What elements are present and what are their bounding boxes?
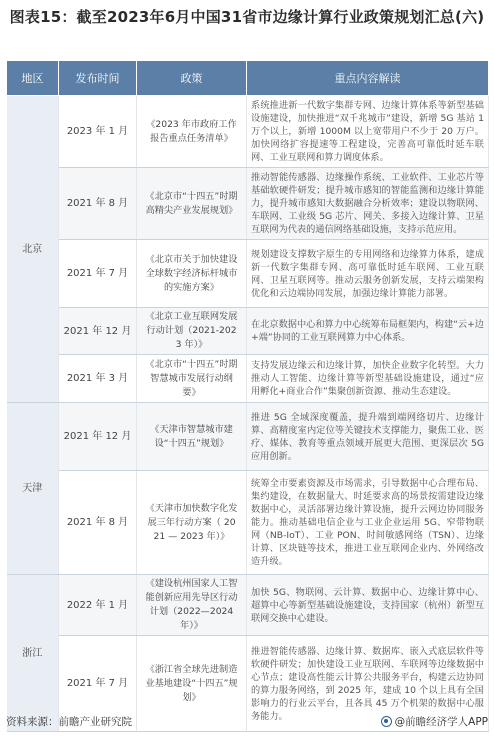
table-row — [7, 168, 489, 240]
table-row — [7, 240, 489, 308]
content-cell: 在北京数据中心和算力中心统筹布局框架内，构建“云+边+端”协同的工业互联网算力中心体系。 — [247, 308, 489, 355]
content-cell: 推动智能传感器、边缘操作系统、工业软件、工业芯片等基础软硬件研发；提升城市感知的智能监测和边缘计算能力，提升城市感知大数据融合分析效率；建设以物联网、车联网、工业级 5G 芯片、网关、多接入边缘计算、卫星互联网为代表的通信网络基础设施，支持示范应用。 — [247, 168, 489, 240]
region-cell-beijing: 北京 — [7, 96, 59, 403]
table-row — [7, 96, 489, 168]
content-cell: 规划建设支撑数字原生的专用网络和边缘算力体系，建成新一代数字集群专网、高可靠低时延车联网、工业互联网、卫星互联网等。推动云服务创新发展，支持云端架构优化和云边端协同发展，加强边缘计算能力部署。 — [247, 240, 489, 308]
date-cell: 2021 年 7 月 — [59, 240, 137, 308]
brand-text: @前瞻经济学人APP — [394, 716, 488, 728]
date-cell: 2021 年 12 月 — [59, 308, 137, 355]
policy-cell: 《北京市“十四五”时期智慧城市发展行动纲要》 — [137, 355, 247, 403]
footer — [6, 712, 488, 732]
page-title: 图表15：截至2023年6月中国31省市边缘计算行业政策规划汇总(六) — [9, 8, 485, 26]
header-content: 重点内容解读 — [247, 61, 489, 96]
table-row — [7, 403, 489, 471]
policy-cell: 《浙江省全球先进制造业基地建设“十四五”规划》 — [137, 636, 247, 732]
policy-cell: 《2023 年市政府工作报告重点任务清单》 — [137, 96, 247, 168]
content-cell: 加快 5G、物联网、云计算、数据中心、边缘计算中心、超算中心等新型基础设施建设，支持国家（杭州）新型互联网交换中心建设。 — [247, 575, 489, 636]
policy-table — [6, 60, 489, 732]
content-cell: 系统推进新一代数字集群专网、边缘计算体系等新型基础设施建设，加快推进“双千兆城市”建设，新增 5G 基站 1 万个以上，新增 1000M 以上宽带用户不少于 20 万户。加快网络扩容提速等工程建设，完善高可靠低时延车联网、工业互联网和算力调度体系。 — [247, 96, 489, 168]
brand-credit — [381, 714, 488, 729]
date-cell: 2021 年 3 月 — [59, 355, 137, 403]
content-cell: 支持发展边缘云和边缘计算，加快企业数字化转型。大力推动人工智能、边缘计算等新型基础设施建设，通过“应用孵化+商业合作”集聚创新资源、推动生态建设。 — [247, 355, 489, 403]
policy-cell: 《北京市关于加快建设全球数字经济标杆城市的实施方案》 — [137, 240, 247, 308]
date-cell: 2021 年 8 月 — [59, 168, 137, 240]
table-row — [7, 355, 489, 403]
date-cell: 2021 年 12 月 — [59, 403, 137, 471]
region-cell-zhejiang: 浙江 — [7, 575, 59, 732]
header-region: 地区 — [7, 61, 59, 96]
qianzhan-logo-icon — [381, 716, 392, 727]
date-cell: 2021 年 7 月 — [59, 636, 137, 732]
table-row — [7, 575, 489, 636]
table-header-row — [7, 61, 489, 96]
date-cell: 2023 年 1 月 — [59, 96, 137, 168]
policy-cell: 《北京市“十四五”时期高精尖产业发展规划》 — [137, 168, 247, 240]
header-date: 发布时间 — [59, 61, 137, 96]
content-cell: 推进 5G 全域深度覆盖，提升端到端网络切片、边缘计算、高精度室内定位等关键技术支撑能力，聚焦工业、医疗、媒体、教育等重点领域开展更大范围、更深层次 5G 应用创新。 — [247, 403, 489, 471]
policy-cell: 《天津市智慧城市建设“十四五”规划》 — [137, 403, 247, 471]
content-cell: 推进智能传感器、边缘计算、数据库、嵌入式底层软件等软硬件研发；加快建设工业互联网、车联网等边缘数据中心节点；建设高性能云计算公共服务平台，构建云边协同的算力服务网络，到 2025 年，建成 10 个以上具有全国影响力的行业云平台，且各具 45 万个机架的数据中心服务能力。 — [247, 636, 489, 732]
table-row — [7, 308, 489, 355]
policy-cell: 《建设杭州国家人工智能创新应用先导区行动计划（2022—2024 年）》 — [137, 575, 247, 636]
content-cell: 统筹全市要素资源及市场需求，引导数据中心合理布局、集约建设，在数据量大、时延要求高的场景按需建设边缘数据中心，灵活部署边缘计算设施，提升云网边协同服务能力。推动基础电信企业与工业企业运用 5G、窄带物联网（NB-IoT）、工业 PON、时间敏感网络（TSN）、边缘计算、区块链等技术，推进工业互联网企业内、外网络改造升级。 — [247, 471, 489, 575]
region-cell-tianjin: 天津 — [7, 403, 59, 575]
header-policy: 政策 — [137, 61, 247, 96]
policy-cell: 《北京工业互联网发展行动计划（2021-2023 年）》 — [137, 308, 247, 355]
source-note: 资料来源：前瞻产业研究院 — [6, 716, 132, 728]
date-cell: 2022 年 1 月 — [59, 575, 137, 636]
table-row — [7, 471, 489, 575]
date-cell: 2021 年 8 月 — [59, 471, 137, 575]
policy-cell: 《天津市加快数字化发展三年行动方案（ 2021 — 2023 年）》 — [137, 471, 247, 575]
